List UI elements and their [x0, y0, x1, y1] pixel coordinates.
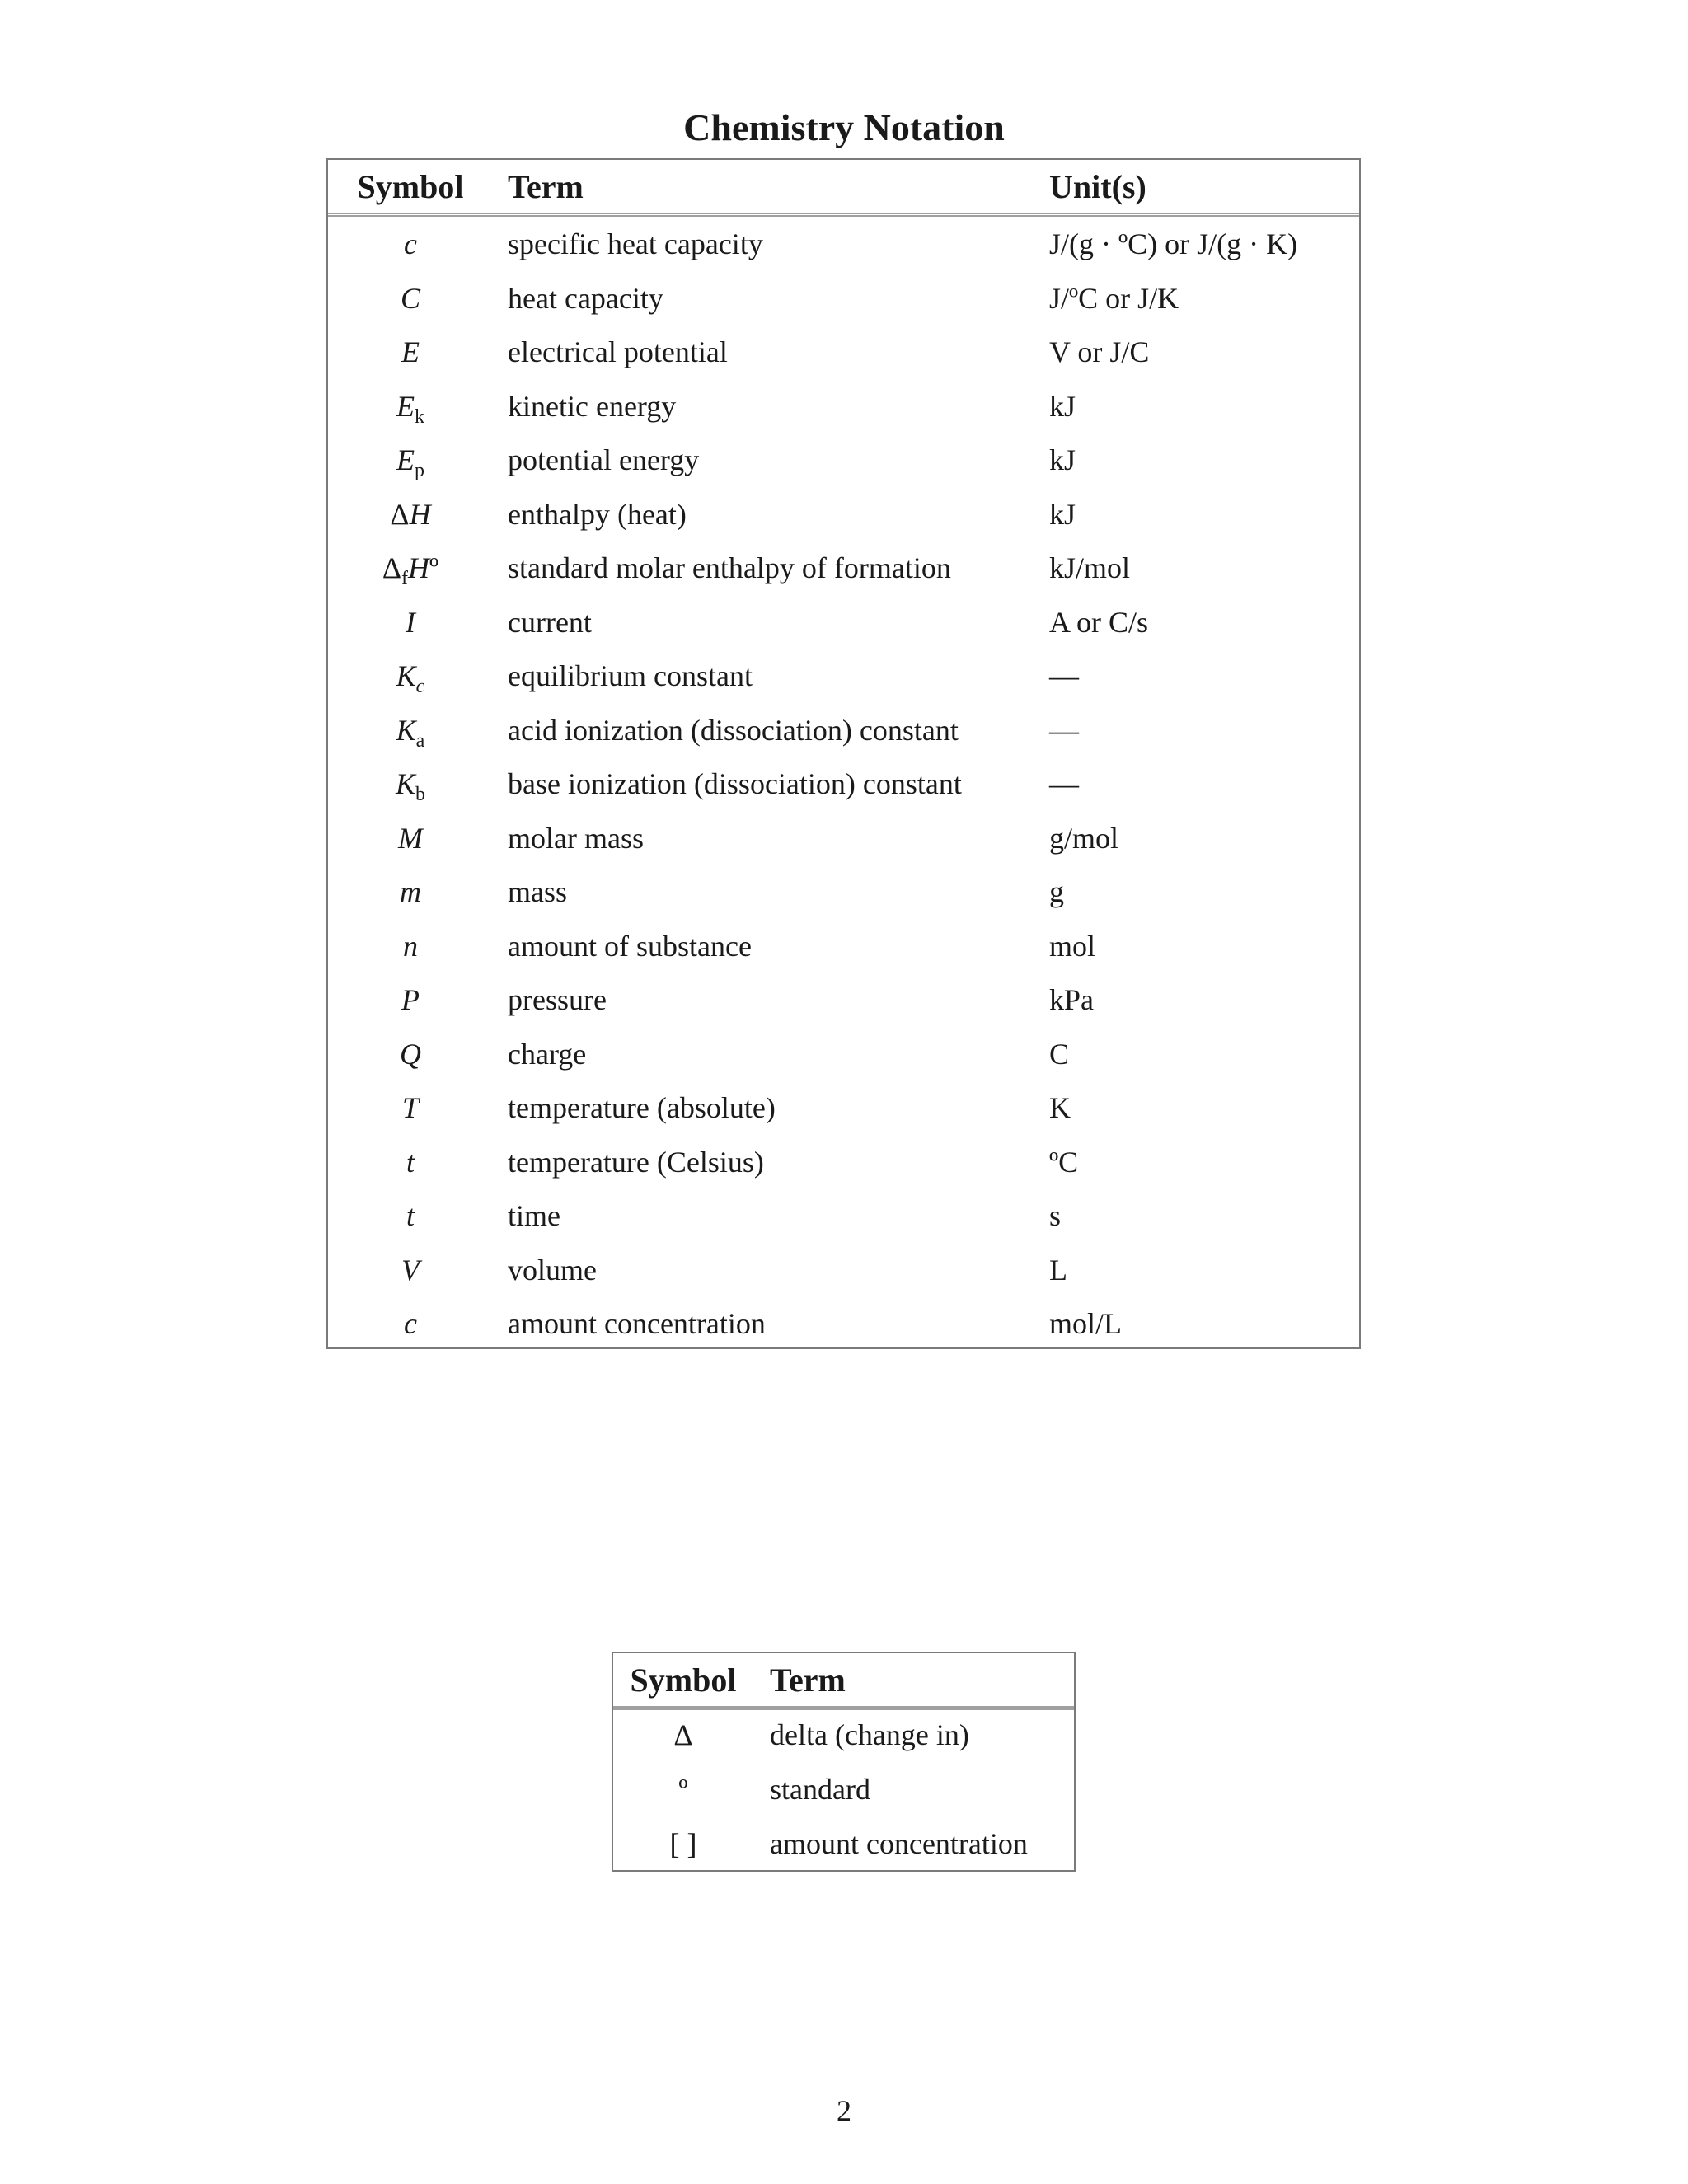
header-units: Unit(s)	[1049, 168, 1146, 205]
symbol-letter: E	[396, 443, 415, 476]
symbol-prefix-subscript: f	[401, 568, 408, 589]
symbol-cell	[328, 225, 493, 263]
symbol-letter: H	[407, 551, 429, 584]
symbol-cell	[328, 1197, 493, 1235]
unit-cell: kJ/mol	[1049, 551, 1131, 584]
symbol-cell	[328, 1305, 493, 1343]
table-row	[328, 487, 1359, 541]
term-cell: volume	[508, 1253, 597, 1286]
header-symbol: Symbol	[630, 1661, 737, 1699]
unit-cell: V or J/C	[1049, 335, 1150, 368]
symbol-cell	[328, 603, 493, 641]
term-cell: charge	[508, 1037, 587, 1071]
symbol-cell	[328, 927, 493, 965]
table-row	[328, 919, 1359, 973]
unit-cell: g	[1049, 875, 1064, 908]
symbol-cell	[328, 441, 493, 490]
term-cell: potential energy	[508, 443, 700, 476]
symbol-cell	[328, 981, 493, 1019]
unit-cell: mol/L	[1049, 1307, 1122, 1340]
table-row	[328, 703, 1359, 757]
symbol-letter: K	[396, 659, 416, 692]
table-row	[613, 1762, 1074, 1816]
symbol-letter: c	[404, 1307, 417, 1340]
symbol-letter: n	[403, 929, 418, 963]
table-row	[328, 541, 1359, 595]
symbol-letter: P	[401, 983, 420, 1016]
unit-cell: —	[1049, 659, 1079, 692]
symbol-letter: V	[401, 1253, 420, 1286]
table-row	[328, 1296, 1359, 1351]
unit-cell: —	[1049, 713, 1079, 747]
table-row	[328, 1080, 1359, 1135]
unit-cell: J/(g · ºC) or J/(g · K)	[1049, 227, 1298, 260]
symbol-cell	[328, 1089, 493, 1127]
symbol-letter: c	[404, 227, 417, 260]
unit-cell: kJ	[1049, 443, 1076, 476]
symbol-letter: Q	[400, 1037, 421, 1071]
symbol-cell	[328, 657, 493, 705]
term-cell: standard	[770, 1773, 870, 1806]
symbol-subscript: a	[415, 729, 425, 752]
symbol-cell	[328, 1143, 493, 1181]
unit-cell: —	[1049, 767, 1079, 800]
table-row	[328, 433, 1359, 487]
symbol-cell	[328, 549, 493, 598]
symbol-letter: T	[401, 1091, 420, 1124]
term-cell: equilibrium constant	[508, 659, 753, 692]
term-cell: mass	[508, 875, 567, 908]
symbol-cell	[328, 819, 493, 857]
symbol-letter: E	[401, 335, 420, 368]
table-row	[328, 757, 1359, 811]
term-cell: current	[508, 605, 592, 639]
symbol-superscript: º	[429, 551, 439, 584]
table-row	[328, 865, 1359, 919]
symbol-cell: [ ]	[669, 1827, 697, 1860]
symbol-cell	[328, 333, 493, 371]
table-row	[328, 1188, 1359, 1243]
notation-table	[326, 158, 1361, 1349]
unit-cell: L	[1049, 1253, 1067, 1286]
term-cell: pressure	[508, 983, 607, 1016]
table-row	[328, 972, 1359, 1027]
symbol-cell	[328, 873, 493, 911]
term-cell: amount concentration	[770, 1827, 1028, 1860]
symbol-subscript: b	[415, 784, 425, 805]
table-header	[613, 1653, 1074, 1710]
unit-cell: ºC	[1049, 1145, 1079, 1179]
symbol-letter: H	[409, 497, 431, 531]
symbol-letter: C	[400, 281, 420, 315]
table-row	[328, 1243, 1359, 1297]
term-cell: specific heat capacity	[508, 227, 763, 260]
term-cell: heat capacity	[508, 281, 663, 315]
term-cell: base ionization (dissociation) constant	[508, 767, 962, 800]
symbol-cell	[328, 711, 493, 760]
table-row	[328, 811, 1359, 865]
term-cell: enthalpy (heat)	[508, 497, 687, 531]
term-cell: temperature (absolute)	[508, 1091, 776, 1124]
term-cell: delta (change in)	[770, 1718, 969, 1751]
symbol-cell	[328, 279, 493, 317]
symbol-cell	[328, 765, 493, 813]
page-title: Chemistry Notation	[683, 106, 1005, 148]
unit-cell: J/ºC or J/K	[1049, 281, 1179, 315]
symbol-letter: t	[406, 1199, 415, 1232]
unit-cell: kPa	[1049, 983, 1094, 1016]
term-cell: molar mass	[508, 821, 644, 855]
term-cell: temperature (Celsius)	[508, 1145, 764, 1179]
unit-cell: g/mol	[1049, 821, 1119, 855]
table-header	[328, 160, 1359, 217]
symbol-subscript: p	[415, 460, 424, 481]
symbol-letter: M	[398, 821, 423, 855]
unit-cell: C	[1049, 1037, 1070, 1071]
symbol-subscript: k	[415, 405, 424, 428]
symbol-cell: Δ	[673, 1718, 693, 1751]
symbol-letter: K	[396, 713, 416, 747]
symbol-letter: m	[400, 875, 421, 908]
unit-cell: mol	[1049, 929, 1096, 963]
symbol-subscript: c	[415, 676, 425, 697]
table-row	[328, 595, 1359, 649]
term-cell: acid ionization (dissociation) constant	[508, 713, 959, 747]
table-row	[328, 217, 1359, 271]
symbol-cell	[328, 1035, 493, 1073]
symbol-prefix: Δ	[390, 497, 410, 531]
unit-cell: kJ	[1049, 389, 1076, 423]
table-row	[613, 1708, 1074, 1762]
term-cell: amount concentration	[508, 1307, 766, 1340]
term-cell: amount of substance	[508, 929, 752, 963]
table-row	[328, 325, 1359, 379]
unit-cell: s	[1049, 1199, 1062, 1232]
symbol-letter: I	[406, 605, 415, 639]
table-row	[328, 649, 1359, 703]
symbol-prefix: Δ	[382, 551, 401, 584]
term-cell: kinetic energy	[508, 389, 677, 423]
unit-cell: K	[1049, 1091, 1071, 1124]
table-row	[328, 1027, 1359, 1081]
term-cell: standard molar enthalpy of formation	[508, 551, 951, 584]
symbol-cell: º	[678, 1773, 688, 1806]
header-term: Term	[508, 168, 584, 205]
symbol-cell	[328, 387, 493, 436]
header-symbol: Symbol	[357, 168, 464, 205]
symbol-letter: t	[406, 1145, 415, 1179]
symbol-letter: E	[396, 389, 415, 423]
table-row	[328, 379, 1359, 434]
table-row	[613, 1816, 1074, 1871]
symbol-cell	[328, 1251, 493, 1289]
page-number: 2	[837, 2094, 851, 2127]
table-row	[328, 271, 1359, 326]
unit-cell: A or C/s	[1049, 605, 1149, 639]
symbol-letter: K	[395, 767, 415, 800]
term-cell: electrical potential	[508, 335, 728, 368]
term-cell: time	[508, 1199, 560, 1232]
symbol-cell	[328, 495, 493, 533]
table-row	[328, 1135, 1359, 1189]
header-term: Term	[770, 1661, 846, 1699]
operator-table	[612, 1652, 1076, 1872]
unit-cell: kJ	[1049, 497, 1076, 531]
